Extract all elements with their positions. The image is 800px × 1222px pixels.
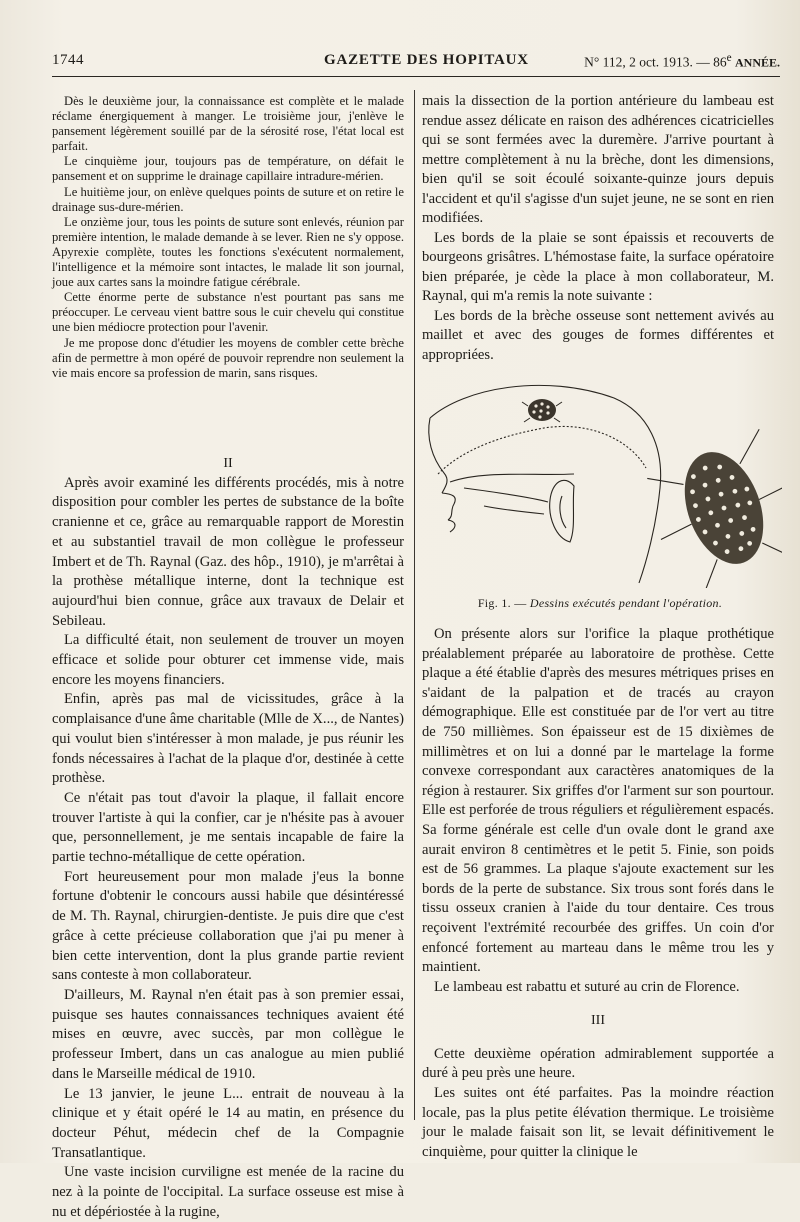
paragraph: Cette deuxième opération admirablement supportée a duré à peu près une heure. (422, 1045, 774, 1082)
paragraph: Dès le deuxième jour, la connaissance est complète et le malade réclame énergiquement à manger. Le troisième jour, j'enlève le pansement légèrement souillé par de la sérosité rose, l'état local est parfait. (52, 94, 404, 154)
left-column-bottom (52, 454, 404, 1222)
right-column-top (422, 92, 774, 365)
paragraph: Cette énorme perte de substance n'est pourtant pas sans me préoccuper. Le cerveau vient battre sous le cuir chevelu qui constitue une bien médiocre protection pour l'avenir. (52, 290, 404, 335)
journal-title: GAZETTE DES HOPITAUX (324, 52, 529, 68)
paragraph: Ce n'était pas tout d'avoir la plaque, il fallait encore trouver l'artiste à qui la confier, car je n'hésite pas à avouer que, personnellement, je me sentais incapable de faire la partie techno-métallique de cette opération. (52, 789, 404, 866)
paragraph: D'ailleurs, M. Raynal n'en était pas à son premier essai, puisque ses hautes connaissances techniques avaient été mises en œuvre, avec succès, par mon collègue le professeur Imbert, dans un cas analogue au mien publié dans le Marseille médical de 1910. (52, 986, 404, 1082)
paragraph: Le onzième jour, tous les points de suture sont enlevés, réunion par première intention, le malade demande à se lever. Rien ne s'y oppose. Apyrexie complète, toutes les fonctions s'exécutent normalement, l'intelligence et la mémoire sont intactes, le malade lit son journal, joue aux cartes sans la moindre fatigue cérébrale. (52, 214, 404, 290)
header-rule (52, 76, 780, 77)
paragraph: Le 13 janvier, le jeune L... entrait de nouveau à la clinique et y était opéré le 14 au matin, en présence du docteur Péhut, médecin chef de la Compagnie Transatlantique. (52, 1085, 404, 1161)
issue-info: N° 112, 2 oct. 1913. — 86e ANNÉE. (584, 52, 780, 70)
paragraph: Le lambeau est rabattu et suturé au crin de Florence. (434, 978, 740, 995)
paragraph: Les bords de la plaie se sont épaissis et recouverts de bourgeons grisâtres. L'hémostase faite, la surface opératoire bien préparée, je cède la place à mon collaborateur, M. Raynal, qui m'a remis la note suivante : (422, 229, 774, 304)
paragraph: La difficulté était, non seulement de trouver un moyen efficace et solide pour obturer cet immense vide, mais encore les moyens financiers. (52, 632, 404, 688)
paragraph: Après avoir examiné les différents procédés, mis à notre disposition pour combler les pertes de substance de la boîte cranienne et ce, grâce au remarquable rapport de Morestin et au substantiel travail de mon collègue le professeur Imbert et de Th. Raynal (Gaz. des hôp., 1910), je m'arrêtai à la prothèse métallique interne, dont la technique est aujourd'hui bien connue, grâce aux travaux de Delair et Sebileau. (52, 474, 404, 629)
paragraph: Enfin, après pas mal de vicissitudes, grâce à la complaisance d'une âme charitable (Mlle de X..., de Nantes) qui voulut bien s'intéresser à mon malade, je pus réunir les fonds nécessaires à l'achat de la plaque d'or, destinée à cette prothèse. (52, 691, 404, 787)
column-divider (414, 90, 415, 1120)
section-heading: III (591, 1013, 605, 1029)
surgical-drawing-figure (424, 378, 782, 588)
plaque-sketch-large (637, 425, 782, 588)
page-number: 1744 (52, 52, 84, 68)
left-column-top (52, 94, 404, 381)
paragraph: Les suites ont été parfaites. Pas la moindre réaction locale, pas la plus petite élévation thermique. Le troisième jour le malade faisait son lit, se levait définitivement le cinquième, pour quitter la clinique le (422, 1085, 774, 1160)
paragraph: mais la dissection de la portion antérieure du lambeau est rendue assez délicate en raison des adhérences cicatricielles qui se sont fermées avec la duremère. J'arrive pourtant à mettre complètement à nu la brèche, dont les dimensions, bien qu'il se soit écoulé soixante-quinze jours depuis l'accident et qu'il s'agisse d'un sujet jeune, ne se sont en rien modifiées. (422, 93, 774, 226)
paragraph: Le huitième jour, on enlève quelques points de suture et on retire le drainage sus-dure-mérien. (52, 184, 404, 214)
page-header (52, 52, 780, 74)
paragraph: Une vaste incision curviligne est menée de la racine du nez à la pointe de l'occipital. La surface osseuse est mise à nu et dépériostée à la rugine, (52, 1164, 404, 1220)
plaque-sketch-small (522, 399, 562, 422)
paragraph: Le cinquième jour, toujours pas de température, on défait le pansement et on supprime le drainage capillaire intradure-mérien. (52, 154, 404, 184)
paragraph: On présente alors sur l'orifice la plaque prothétique préalablement préparée au laboratoire de prothèse. Cette plaque a été établie d'après des mesures métriques prises en s'aidant de la palpation et de tracés au crayon démographique. Elle est constituée par de l'or vert au titre de 750 millièmes. Son épaisseur est de 15 dixièmes de millimètres et on lui a donné par le martelage la forme convexe correspondant aux caractères anatomiques de la région à restaurer. Six griffes d'or l'arment sur son pourtour. Elle est perforée de trous réguliers et régulièrement espacés. Sa forme générale est celle d'un ovale dont le grand axe aurait environ 8 centimètres et le petit 5. Finie, son poids est de 56 grammes. La plaque s'ajoute exactement sur les bords de la perte de substance. Six trous sont forés dans le tissu osseux cranien à l'aide du tour dentaire. Ces trous reçoivent l'extrémité recourbée des griffes. Un coin d'or enfoncé fortement au marteau dans le même trou les y maintient. (422, 626, 774, 976)
paragraph: Fort heureusement pour mon malade j'eus la bonne fortune d'obtenir le concours aussi habile que désintéressé de M. Th. Raynal, chirurgien-dentiste. Je puis dire que c'est grâce à cette précieuse collaboration que j'ai pu mener à bien cette intervention, dont la plus grande partie revient sans conteste à mon collaborateur. (52, 868, 404, 984)
section-heading: II (223, 456, 233, 471)
right-column-bottom (422, 625, 774, 1162)
paragraph: Je me propose donc d'étudier les moyens de combler cette brèche afin de permettre à mon opéré de pouvoir reprendre non seulement la vie mais encore sa profession de marin, sans risques. (52, 335, 404, 380)
paragraph: Les bords de la brèche osseuse sont nettement avivés au maillet et avec des gouges de formes différentes et appropriées. (422, 307, 774, 363)
figure-caption: Fig. 1. — Dessins exécutés pendant l'opération. (477, 596, 723, 610)
